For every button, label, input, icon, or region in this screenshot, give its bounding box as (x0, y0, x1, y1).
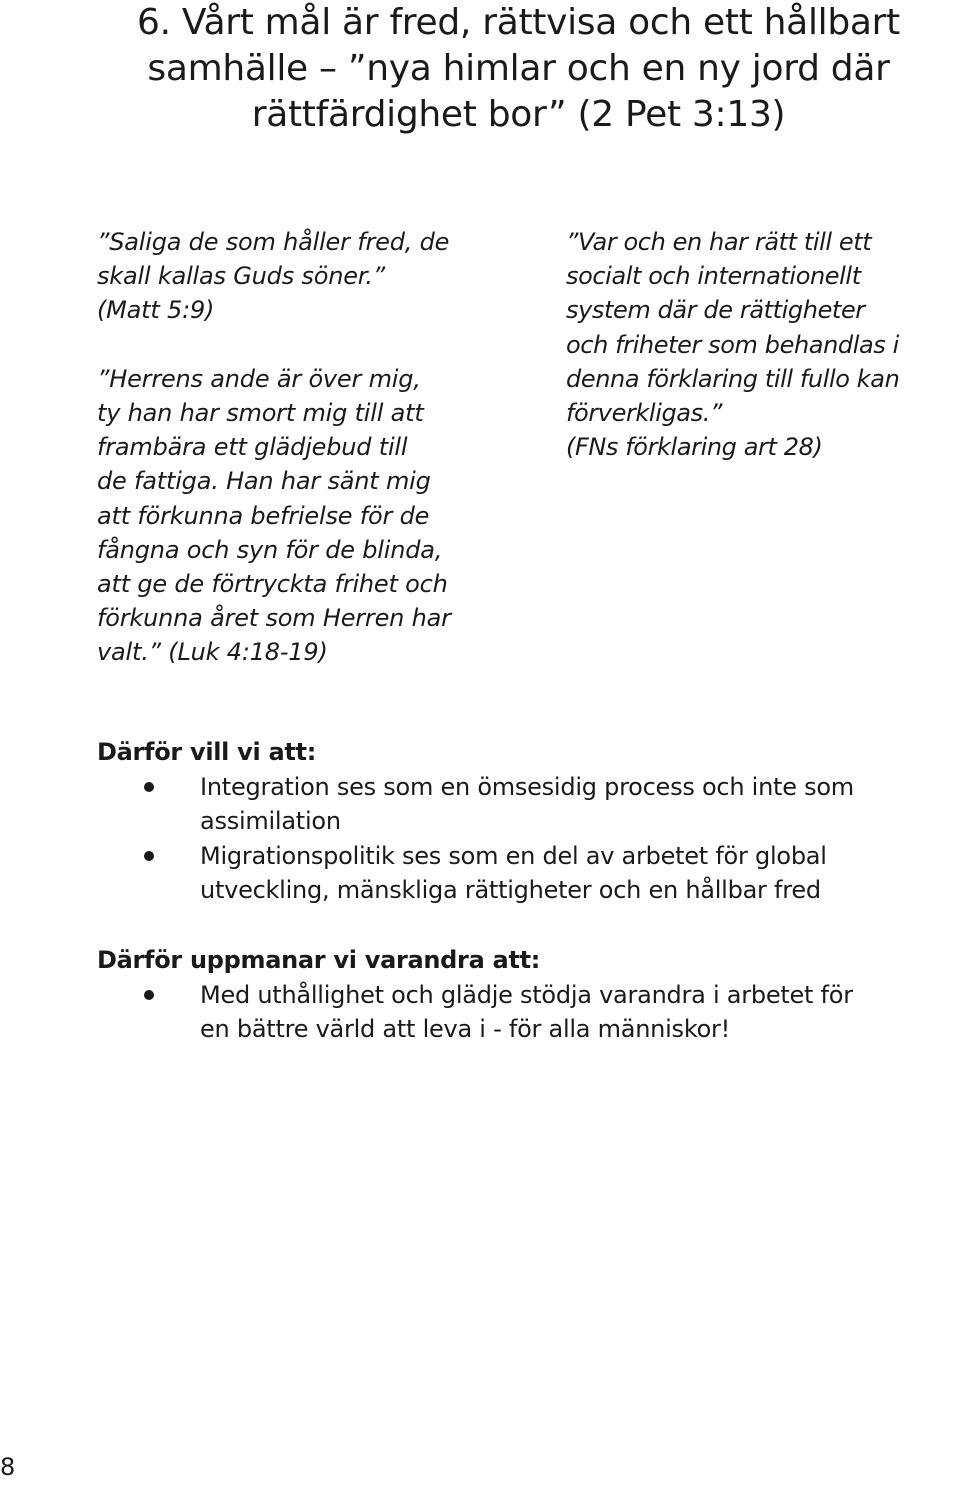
quote-line: förkunna året som Herren har (97, 604, 451, 633)
list-item (0, 839, 960, 908)
list-item (0, 770, 960, 839)
quote-line: förverkligas.” (566, 399, 722, 428)
page-number: 8 (0, 1453, 16, 1481)
title-line: samhälle – ”nya himlar och en ny jord där (147, 48, 890, 89)
page-title (96, 0, 941, 138)
list-item-text: Med uthållighet och glädje stödja varandra i arbetet för (200, 981, 853, 1009)
quote-line: skall kallas Guds söner.” (97, 262, 385, 291)
section-heading: Därför vill vi att: (97, 738, 317, 766)
bullet-icon (144, 990, 154, 1000)
quote-spacer (97, 328, 517, 362)
quote-line: fångna och syn för de blinda, (97, 535, 443, 564)
quote-line: ”Saliga de som håller fred, de (97, 228, 450, 256)
list-item-text: Integration ses som en ömsesidig process och inte som (200, 773, 854, 801)
list-item-text: utveckling, mänskliga rättigheter och en hållbar fred (200, 875, 821, 904)
title-line: 6. Vårt mål är fred, rättvisa och ett hållbart (137, 2, 900, 43)
quote-line: ty han har smort mig till att (97, 399, 424, 428)
quote-line: socialt och internationellt (566, 262, 861, 291)
quote-line: valt.” (Luk 4:18-19) (97, 638, 328, 667)
title-line: rättfärdighet bor” (2 Pet 3:13) (251, 94, 786, 135)
bullet-list (0, 770, 960, 907)
quote-line: (Matt 5:9) (97, 296, 215, 325)
quote-line: denna förklaring till fullo kan (566, 364, 900, 393)
list-item-text: Migrationspolitik ses som en del av arbetet för global (200, 841, 827, 870)
quote-line: ”Var och en har rätt till ett (566, 228, 872, 256)
quote-line: ”Herrens ande är över mig, (97, 364, 421, 393)
quote-line: frambära ett glädjebud till (97, 433, 408, 462)
section-heading: Därför uppmanar vi varandra att: (97, 946, 541, 974)
bible-quotes (97, 225, 517, 670)
list-item (0, 978, 960, 1047)
quote-line: system där de rättigheter (566, 296, 865, 325)
bullet-icon (144, 782, 154, 792)
quote-line: att förkunna befrielse för de (97, 501, 430, 530)
quote-line: att ge de förtryckta frihet och (97, 570, 448, 599)
bullet-list (0, 978, 960, 1047)
quote-line: de fattiga. Han har sänt mig (97, 467, 431, 496)
bullet-icon (144, 851, 154, 861)
un-declaration-quote (566, 225, 960, 464)
quote-line: och friheter som behandlas i (566, 330, 899, 359)
list-item-text: en bättre värld att leva i - för alla människor! (200, 1015, 731, 1044)
list-item-text: assimilation (200, 807, 341, 836)
quote-line: (FNs förklaring art 28) (566, 433, 823, 462)
